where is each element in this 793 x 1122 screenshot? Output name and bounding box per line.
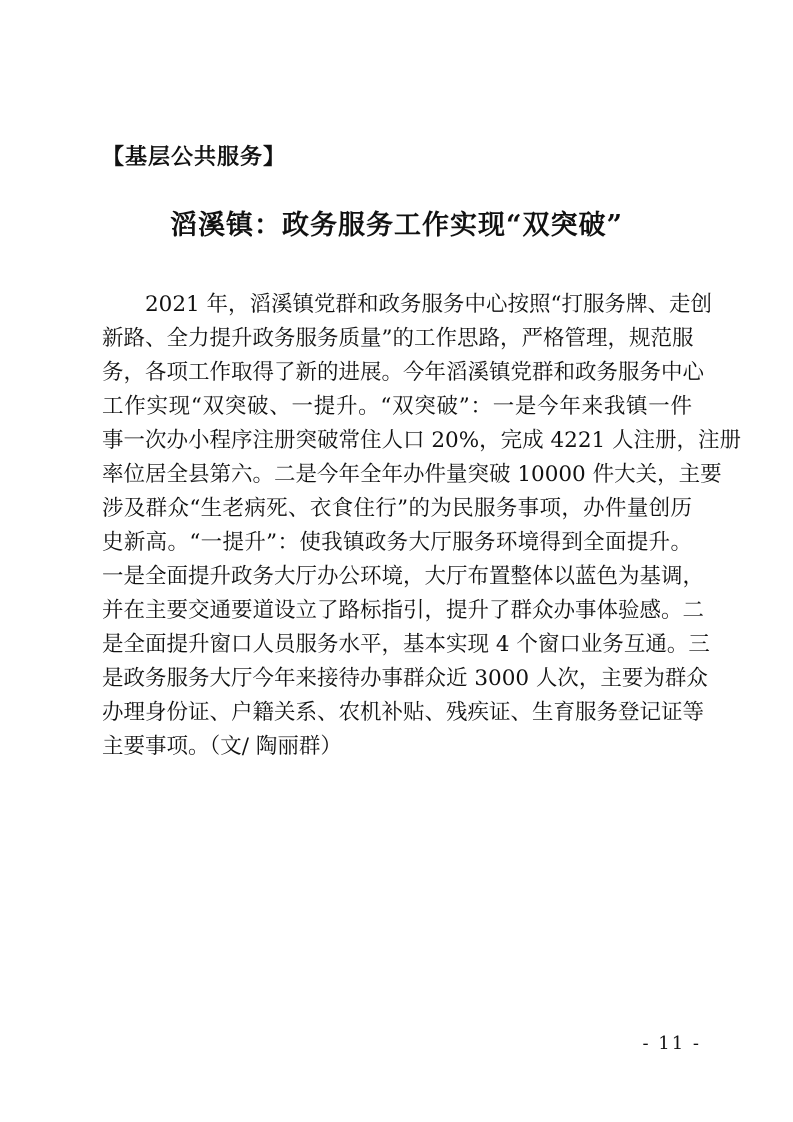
- body-line: 是政务服务大厅今年来接待办事群众近 3000 人次，主要为群众: [102, 666, 708, 691]
- body-line: 主要事项。（文/ 陶丽群）: [102, 734, 342, 759]
- body-line: 率位居全县第六。二是今年全年办件量突破 10000 件大关，主要: [102, 462, 722, 487]
- page-number: - 11 -: [642, 1033, 701, 1054]
- article-title: 滔溪镇：政务服务工作实现“双突破”: [169, 210, 624, 241]
- body-line: 事一次办小程序注册突破常住人口 20%，完成 4221 人注册，注册: [102, 428, 742, 453]
- body-line: 是全面提升窗口人员服务水平，基本实现 4 个窗口业务互通。三: [102, 632, 710, 657]
- body-line: 工作实现“双突破、一提升。“双突破”：一是今年来我镇一件: [102, 394, 692, 419]
- body-line: 2021 年，滔溪镇党群和政务服务中心按照“打服务牌、走创: [145, 292, 713, 317]
- body-line: 新路、全力提升政务服务质量”的工作思路，严格管理，规范服: [102, 326, 694, 351]
- body-line: 并在主要交通要道设立了路标指引，提升了群众办事体验感。二: [102, 598, 705, 623]
- body-line: 办理身份证、户籍关系、农机补贴、残疾证、生育服务登记证等: [102, 700, 705, 725]
- article-body: [102, 288, 742, 764]
- body-line: 一是全面提升政务大厅办公环境，大厅布置整体以蓝色为基调，: [102, 564, 705, 589]
- body-line: 涉及群众“生老病死、衣食住行”的为民服务事项，办件量创历: [102, 496, 692, 521]
- section-label: 【基层公共服务】: [102, 145, 287, 170]
- body-line: 史新高。“一提升”：使我镇政务大厅服务环境得到全面提升。: [102, 530, 692, 555]
- body-line: 务，各项工作取得了新的进展。今年滔溪镇党群和政务服务中心: [102, 360, 705, 385]
